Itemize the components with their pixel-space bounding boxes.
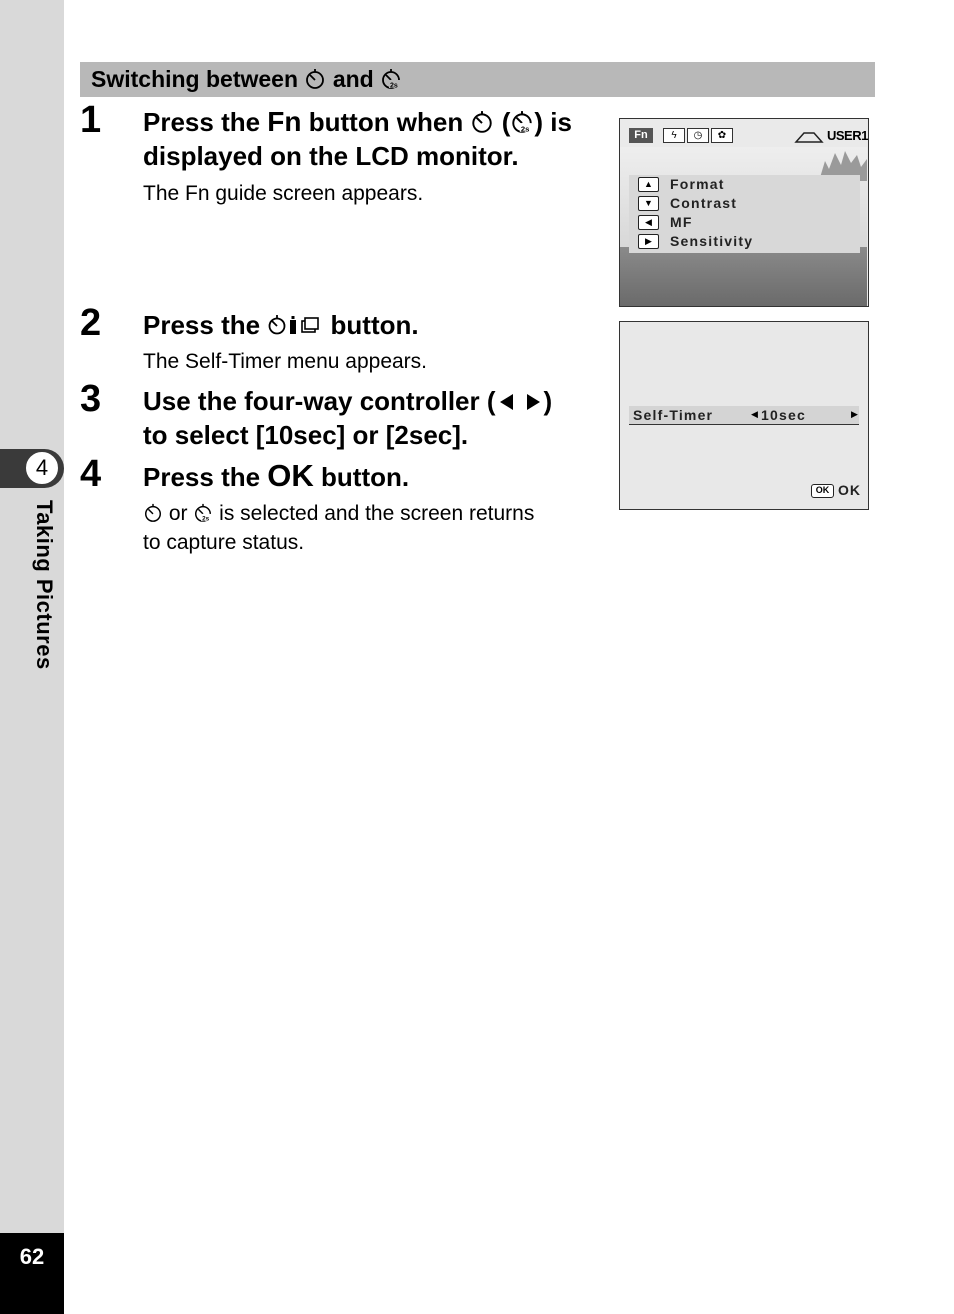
left-triangle-icon: ◀ (751, 409, 758, 419)
fn-row-label: Sensitivity (670, 233, 754, 249)
self-timer-row (629, 406, 859, 425)
right-arrow-icon: ▶ (638, 234, 659, 249)
step-4-title (143, 459, 409, 494)
header-text-2: and (332, 66, 374, 92)
step-4-body-text: is selected and the screen returns (213, 502, 535, 525)
section-title (91, 66, 402, 93)
self-timer-2s-icon (193, 503, 213, 523)
self-timer-value: 10sec (761, 407, 806, 423)
step-4-body-line2: to capture status. (143, 531, 305, 554)
fn-row-label: Contrast (670, 195, 738, 211)
fn-guide-panel (629, 175, 860, 253)
step-4-number: 4 (80, 453, 102, 495)
flash-icon: ϟ (663, 128, 685, 143)
preview-ground (620, 247, 867, 307)
ok-label: OK (838, 482, 861, 498)
self-timer-icon (304, 68, 326, 90)
step-1-body: The Fn guide screen appears. (143, 182, 424, 205)
ok-button-label: OK (267, 458, 314, 493)
drive-mode-icon: ◷ (687, 128, 709, 143)
step-4-body (143, 499, 534, 557)
step-4-body-text: or (163, 502, 194, 525)
section-header (80, 62, 875, 97)
chapter-label: Taking Pictures (32, 500, 57, 670)
page-number: 62 (19, 1244, 45, 1269)
step-4-title-text: Press the (143, 462, 268, 492)
drive-mode-button-icon (267, 313, 323, 337)
step-1-title-text: button when (301, 107, 471, 137)
macro-icon: ✿ (711, 128, 733, 143)
step-2-number: 2 (80, 302, 102, 344)
user-mode-icon (794, 130, 824, 144)
fn-guide-screen (619, 118, 869, 307)
step-3-title-text: Use the four-way controller ( (143, 386, 496, 416)
right-triangle-icon: ▶ (851, 409, 858, 419)
fn-button-label: Fn (267, 106, 302, 137)
self-timer-2s-icon (510, 110, 534, 134)
step-2-title (143, 308, 419, 342)
step-1-title-line2: displayed on the LCD monitor. (143, 141, 519, 171)
left-right-arrows-icon (496, 391, 544, 413)
svg-text:2s: 2s (202, 515, 210, 523)
self-timer-screen (619, 321, 869, 510)
down-arrow-icon: ▼ (638, 196, 659, 211)
step-3-title (143, 384, 552, 452)
svg-text:2s: 2s (521, 124, 530, 134)
self-timer-2s-icon (380, 68, 402, 90)
self-timer-icon (470, 110, 494, 134)
svg-text:2s: 2s (390, 82, 398, 90)
fn-row-label: Format (670, 176, 725, 192)
step-3-title-line2: to select [10sec] or [2sec]. (143, 420, 469, 450)
up-arrow-icon: ▲ (638, 177, 659, 192)
fn-badge: Fn (629, 128, 653, 143)
step-3-title-text: ) (543, 386, 553, 416)
header-text-1: Switching between (91, 66, 299, 92)
step-1-title-text: ) is (534, 107, 572, 137)
ok-button-icon: OK (811, 484, 834, 498)
step-1-title (143, 105, 572, 173)
step-2-title-text: Press the (143, 310, 268, 340)
step-4-title-text: button. (313, 462, 410, 492)
step-1-number: 1 (80, 99, 102, 141)
chapter-number: 4 (24, 450, 60, 486)
self-timer-label: Self-Timer (633, 407, 714, 423)
step-2-title-text: button. (323, 310, 419, 340)
left-arrow-icon: ◀ (638, 215, 659, 230)
step-2-body: The Self-Timer menu appears. (143, 350, 428, 373)
fn-row-label: MF (670, 214, 693, 230)
step-1-title-text: ( (494, 107, 511, 137)
step-1-title-text: Press the (143, 107, 268, 137)
user-mode-label: USER1 (827, 128, 868, 143)
self-timer-icon (143, 503, 163, 523)
step-3-number: 3 (80, 378, 102, 420)
